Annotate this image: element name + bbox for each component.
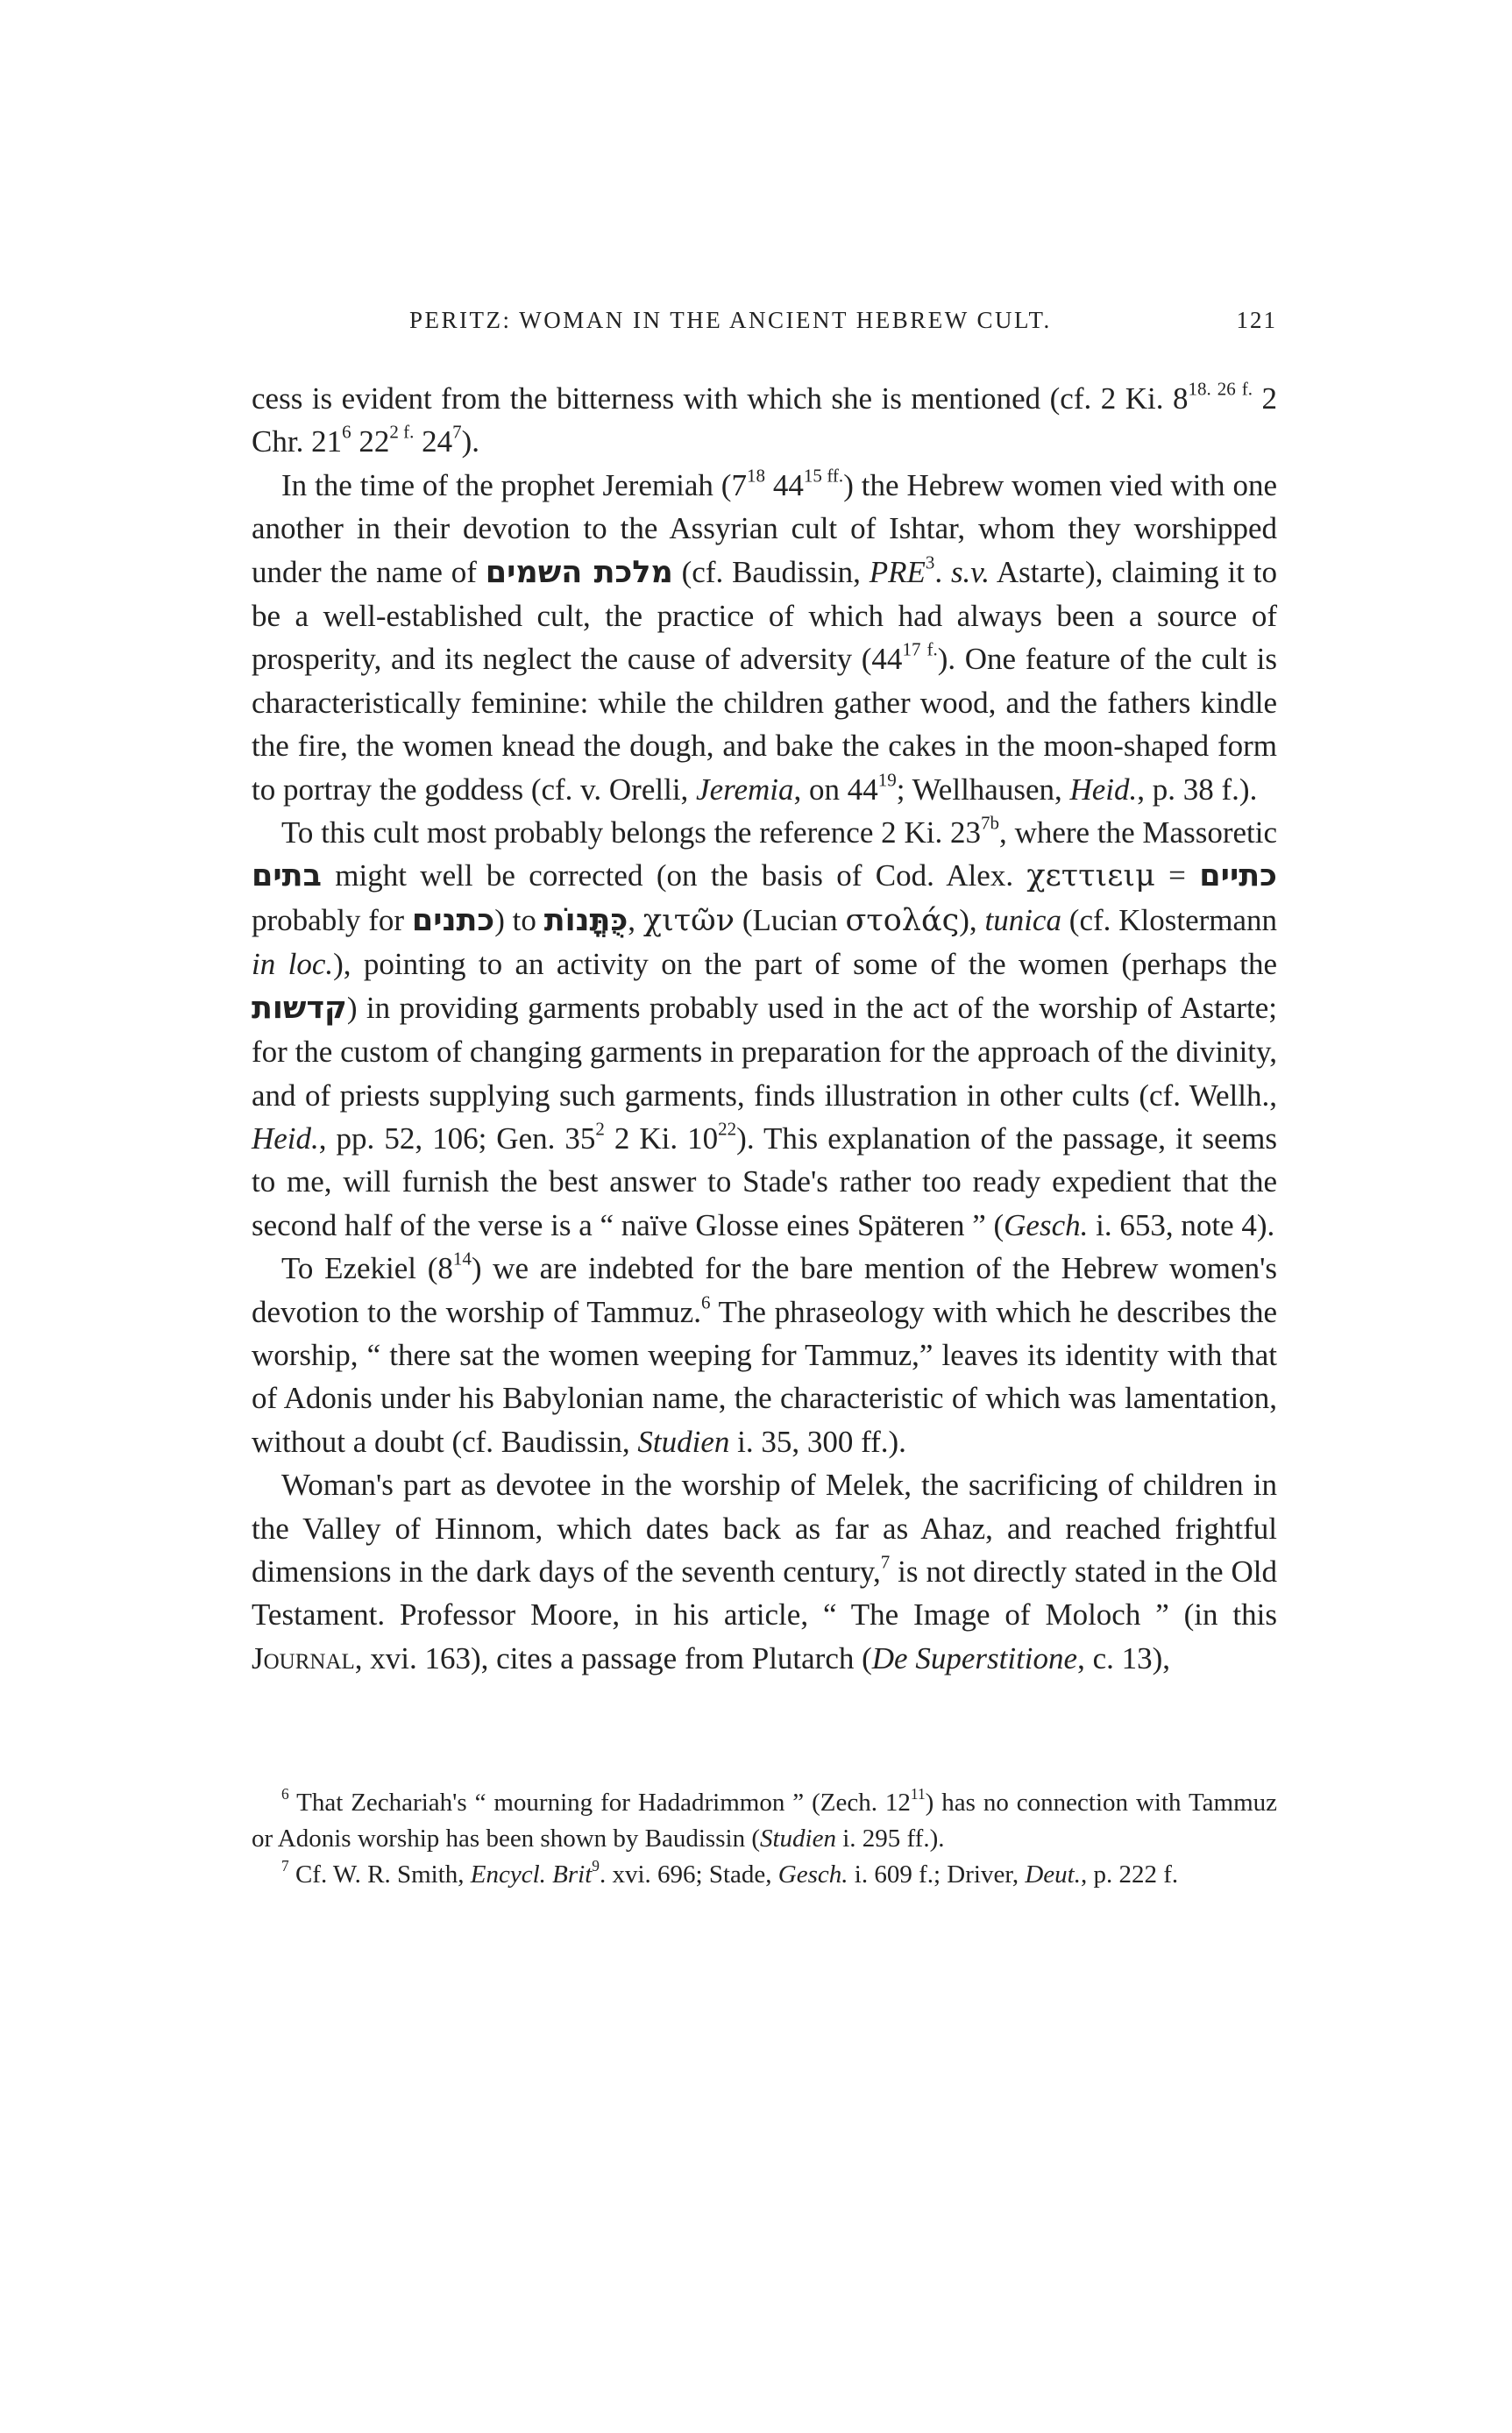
hebrew-text: כתנים (411, 902, 495, 938)
body-text (252, 377, 1277, 1680)
paragraph-1: cess is evident from the bitterness with which she is mentioned (cf. 2 Ki. $8^{18. 26 f.}$ 2 Chr. $21^6$ $22^{2 f.}$ $24^7$). (252, 378, 1278, 459)
hebrew-text: מלכת השמים (485, 554, 673, 590)
hebrew-text: כתיים (1199, 858, 1277, 894)
greek-text: χιτῶν (642, 902, 735, 938)
footnotes (252, 1785, 1277, 1893)
footnote-ref-7: 7 (880, 1551, 891, 1573)
hebrew-text: כֻּתֳּנוֹת (543, 902, 628, 938)
running-head (252, 307, 1277, 342)
hebrew-text: קדשות (252, 990, 347, 1026)
greek-text: χεττιειμ (1026, 858, 1155, 894)
greek-text: στολάς (845, 902, 960, 938)
running-head-title: PERITZ: WOMAN IN THE ANCIENT HEBREW CULT. (409, 307, 1052, 333)
paragraph-3: To this cult most probably belongs the reference 2 Ki. $23^{7b}$, where the Massoretic בתים might well be corrected (on the basis of Cod. Alex. χεττιειμ = כתיים probably for כתנים) to כֻּתֳּנוֹת, χιτῶν (Lucian στολάς), tunica (cf. Klostermann in loc.), pointing to an activity on the part of some of the women (perhaps the קדשות) in providing garments probably used in the act of the worship of Astarte; for the custom of changing garments in preparation for the approach of the divinity, and of priests supplying such garments, finds illustration in other cults (cf. Wellh., Heid., pp. 52, 106; Gen. $35^2$ 2 Ki. $10^{22}$). This explanation of the passage, it seems to me, will furnish the best answer to Stade's rather too ready expedient that the second half of the verse is a “ naïve Glosse eines Späteren ” (Gesch. i. 653, note 4). (252, 812, 1278, 1242)
paragraph-2: In the time of the prophet Jeremiah ($7^{18}$ $44^{15 ff.}$) the Hebrew women vied with one another in their devotion to the Assyrian cult of Ishtar, whom they worshipped under the name of מלכת השמים (cf. Baudissin, PRE$^3$. s.v. Astarte), claiming it to be a well-established cult, the practice of which had always been a source of prosperity, and its neglect the cause of adversity $(44^{17 f.})$. One feature of the cult is characteristically feminine: while the children gather wood, and the fathers kindle the fire, the women knead the dough, and bake the cakes in the moon-shaped form to portray the goddess (cf. v. Orelli, Jeremia, on $44^{19}$; Wellhausen, Heid., p. 38 f.). (252, 465, 1278, 807)
paragraph-4: To Ezekiel $(8^{14})$ we are indebted for the bare mention of the Hebrew women's devotion to the worship of Tammuz.$^6$ The phraseology with which he describes the worship, “ there sat the women weeping for Tammuz,” leaves its identity with that of Adonis under his Babylonian name, the characteristic of which was lamentation, without a doubt (cf. Baudissin, Studien i. 35, 300 ff.). (252, 1248, 1277, 1459)
footnote-7: $^7$ Cf. W. R. Smith, Encycl. Brit$^9$. xvi. 696; Stade, Gesch. i. 609 f.; Driver, Deut., p. 222 f. (281, 1856, 1179, 1889)
footnote-6: $^6$ That Zechariah's “ mourning for Hadadrimmon ” (Zech. $12^{11}$) has no connection with Tammuz or Adonis worship has been shown by Baudissin (Studien i. 295 ff.). (252, 1784, 1277, 1853)
hebrew-text: בתים (252, 858, 322, 894)
footnote-ref-6: 6 (700, 1291, 711, 1313)
page-number: 121 (1236, 307, 1277, 333)
paragraph-5: Woman's part as devotee in the worship of Melek, the sacrificing of children in the Valley of Hinnom, which dates back as far as Ahaz, and reached frightful dimensions in the dark days of the seventh century,$^7$ is not directly stated in the Old Testament. Professor Moore, in his article, “ The Image of Moloch ” (in this Journal, xvi. 163), cites a passage from Plutarch (De Superstitione, c. 13), (252, 1468, 1277, 1675)
